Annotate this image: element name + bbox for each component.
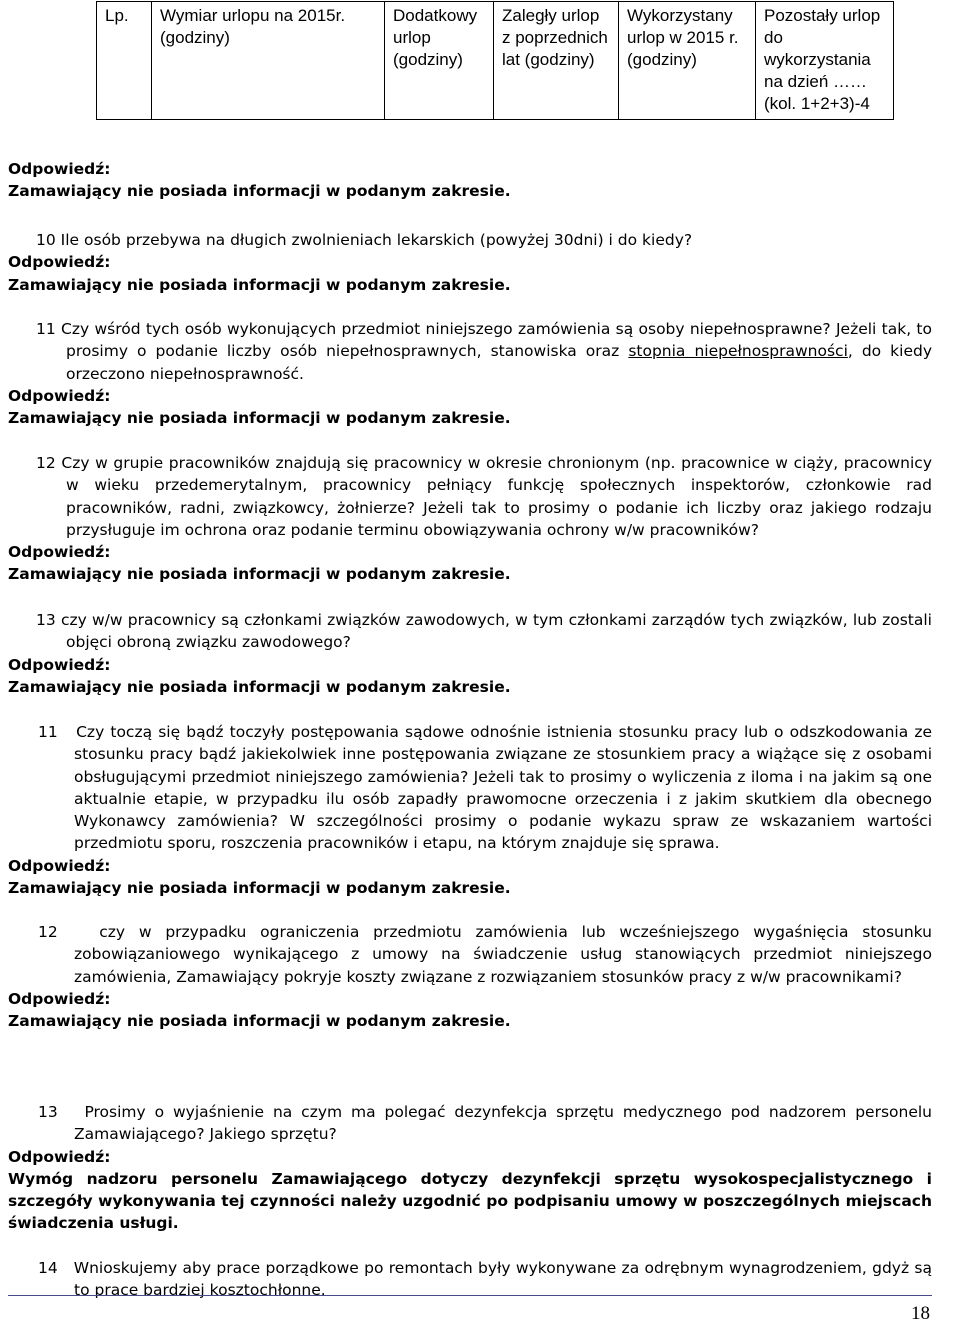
page-number: 18: [911, 1303, 930, 1324]
answer-text: Wymóg nadzoru personelu Zamawiającego dotyczy dezynfekcji sprzętu wysokospecjalistycznego i szczegóły wykonywania tej czynności należy uzgodnić po podpisaniu umowy w poszczególnych miejscach świadczenia usługi.: [8, 1169, 932, 1233]
col-pozostaly: Pozostały urlop do wykorzystania na dzień …… (kol. 1+2+3)-4: [756, 2, 894, 120]
question-number: 11: [38, 723, 58, 741]
question-number: 13: [36, 611, 56, 629]
footer-divider: [8, 1295, 932, 1296]
answer-label: Odpowiedź:: [8, 160, 111, 178]
question-text-underlined: stopnia niepełnosprawności: [628, 342, 848, 361]
question-13: [8, 609, 932, 698]
leave-table-header-row: [97, 2, 894, 120]
question-13b: [8, 1101, 932, 1235]
answer-text: Zamawiający nie posiada informacji w podanym zakresie.: [8, 565, 511, 584]
question-text: czy w przypadku ograniczenia przedmiotu zamówienia lub wcześniejszego wygaśnięcia stosunku zobowiązaniowego wynikającego z umowy na świadczenie usług stanowiących przedmiot niniejszego zamówienia, Zamawiający pokryje koszty związane z rozwiązaniem stosunków pracy z w/w pracownikami?: [74, 923, 932, 986]
answer-label: Odpowiedź:: [8, 386, 111, 405]
answer-text: Zamawiający nie posiada informacji w podanym zakresie.: [8, 879, 511, 898]
question-text: Prosimy o wyjaśnienie na czym ma polegać dezynfekcja sprzętu medycznego pod nadzorem personelu Zamawiającego? Jakiego sprzętu?: [74, 1103, 933, 1144]
leave-table: [96, 1, 894, 120]
question-text: czy w/w pracownicy są członkami związków zawodowych, w tym członkami zarządów tych związków, lub zostali objęci obroną związku zawodowego?: [60, 611, 932, 652]
question-number: 11: [36, 320, 56, 338]
question-12b: [8, 921, 932, 1032]
question-text: Ile osób przebywa na długich zwolnieniach lekarskich (powyżej 30dni) i do kiedy?: [60, 231, 693, 249]
answer-label: Odpowiedź:: [8, 1147, 111, 1166]
question-text: Czy w grupie pracowników znajdują się pracownicy w okresie chronionym (np. pracownice w ciąży, pracownicy w wieku przedemerytalnym, pracownicy pełniący funkcję społecznych inspektorów, członkowie rad pracowników, radni, związkowcy, żołnierze? Jeżeli tak to prosimy o podanie ich liczby oraz jakiego rodzaju przysługuje im ochrona oraz podanie terminu obowiązywania ochrony w/w pracowników?: [61, 454, 933, 539]
answer-label: Odpowiedź:: [8, 655, 111, 674]
col-wymiar: Wymiar urlopu na 2015r. (godziny): [152, 2, 385, 120]
col-zalegly: Zaległy urlop z poprzednich lat (godziny): [494, 2, 619, 120]
col-lp: Lp.: [97, 2, 152, 120]
answer-text: Zamawiający nie posiada informacji w podanym zakresie.: [8, 677, 511, 696]
answer-label: Odpowiedź:: [8, 543, 111, 562]
col-wykorzystany: Wykorzystany urlop w 2015 r. (godziny): [619, 2, 756, 120]
question-text: Czy toczą się bądź toczyły postępowania sądowe odnośnie istnienia stosunku pracy lub o odszkodowania ze stosunku pracy bądź jakiekolwiek inne postępowania związane ze stosunkiem pracy a wiążące się z osobami obsługującymi przedmiot niniejszego zamówienia? Jeżeli tak to prosimy o wyliczenia z iloma i na jakim są one aktualnie etapie, w przypadku ilu osób zapadły prawomocne orzeczenia i z jakim skutkiem dla obecnego Wykonawcy zamówienia? W szczególności prosimy o podanie wykazu spraw ze wskazaniem wartości przedmiotu sporu, roszczenia pracowników i etapu, na którym znajduje się sprawa.: [74, 723, 932, 853]
question-number: 13: [38, 1103, 58, 1121]
col-dodatkowy: Dodatkowy urlop (godziny): [385, 2, 494, 120]
answer-label: Odpowiedź:: [8, 856, 111, 875]
question-text: Czy wśród tych osób wykonujących przedmiot niniejszego zamówienia są osoby niepełnosprawne? Jeżeli tak, to prosimy o podanie liczby osób niepełnosprawnych, stanowiska oraz: [61, 320, 932, 361]
answer-block-table: [8, 158, 932, 203]
answer-label: Odpowiedź:: [8, 989, 111, 1008]
question-text: Wnioskujemy aby prace porządkowe po remontach były wykonywane za odrębnym wynagrodzeniem, gdyż są to prace bardziej kosztochłonne.: [73, 1259, 932, 1300]
question-number: 12: [36, 454, 56, 472]
answer-text: Zamawiający nie posiada informacji w podanym zakresie.: [8, 1012, 511, 1031]
answer-text: Zamawiający nie posiada informacji w podanym zakresie.: [8, 182, 511, 201]
question-number: 14: [38, 1259, 58, 1277]
question-11b: [8, 721, 932, 899]
answer-label: Odpowiedź:: [8, 253, 111, 272]
question-10: [8, 229, 932, 296]
question-number: 12: [38, 923, 58, 941]
question-11: [8, 318, 932, 429]
question-text-end: , do kiedy orzeczono niepełnosprawność.: [66, 342, 933, 383]
question-12: [8, 452, 932, 586]
answer-text: Zamawiający nie posiada informacji w podanym zakresie.: [8, 409, 511, 428]
question-number: 10: [36, 231, 56, 249]
answer-text: Zamawiający nie posiada informacji w podanym zakresie.: [8, 275, 511, 294]
